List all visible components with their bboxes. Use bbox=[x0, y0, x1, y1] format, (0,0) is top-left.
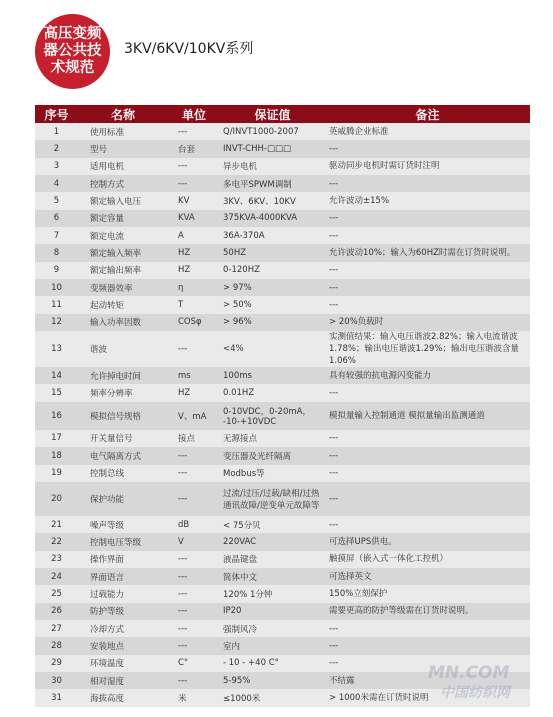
row-name: 起动转矩 bbox=[78, 296, 168, 313]
row-name: 模拟信号规格 bbox=[78, 402, 168, 430]
row-unit: KVA bbox=[168, 210, 220, 227]
row-value: - 10 - +40 C° bbox=[220, 655, 325, 672]
row-value: 简体中文 bbox=[220, 568, 325, 585]
table-row bbox=[35, 482, 530, 516]
row-note: 允许波动10%；输入为60HZ时需在订货时说明。 bbox=[325, 244, 530, 261]
row-index: 26 bbox=[35, 603, 78, 620]
row-name: 额定输出频率 bbox=[78, 262, 168, 279]
header-value: 保证值 bbox=[220, 105, 325, 123]
table-row bbox=[35, 620, 530, 637]
row-index: 12 bbox=[35, 314, 78, 331]
row-unit: --- bbox=[168, 465, 220, 482]
row-name: 额定容量 bbox=[78, 210, 168, 227]
row-value: > 50% bbox=[220, 296, 325, 313]
row-unit: --- bbox=[168, 603, 220, 620]
row-name: 变频器效率 bbox=[78, 279, 168, 296]
row-name: 使用标准 bbox=[78, 123, 168, 140]
row-unit: 接点 bbox=[168, 430, 220, 447]
row-note: --- bbox=[325, 465, 530, 482]
table-row bbox=[35, 192, 530, 209]
row-index: 1 bbox=[35, 123, 78, 140]
row-value: 120% 1分钟 bbox=[220, 585, 325, 602]
row-unit: --- bbox=[168, 331, 220, 367]
row-value: 异步电机 bbox=[220, 158, 325, 175]
row-value: 50HZ bbox=[220, 244, 325, 261]
row-note: 实测值结果：输入电压谐波2.82%；输入电流谐波 1.78%；输出电压谐波1.29%；输出电压谐波含量1.06% bbox=[325, 331, 530, 367]
row-unit: --- bbox=[168, 620, 220, 637]
header-name: 名称 bbox=[78, 105, 168, 123]
row-index: 8 bbox=[35, 244, 78, 261]
row-note: > 20%负载时 bbox=[325, 314, 530, 331]
row-name: 允许掉电时间 bbox=[78, 367, 168, 384]
row-note: --- bbox=[325, 482, 530, 516]
row-note: --- bbox=[325, 516, 530, 533]
row-unit: --- bbox=[168, 175, 220, 192]
row-name: 控制总线 bbox=[78, 465, 168, 482]
row-name: 海拔高度 bbox=[78, 689, 168, 706]
row-name: 安装地点 bbox=[78, 637, 168, 654]
row-index: 16 bbox=[35, 402, 78, 430]
row-unit: dB bbox=[168, 516, 220, 533]
row-unit: η bbox=[168, 279, 220, 296]
table-row bbox=[35, 314, 530, 331]
row-note: --- bbox=[325, 140, 530, 157]
row-unit: 米 bbox=[168, 689, 220, 706]
row-index: 23 bbox=[35, 551, 78, 568]
row-value: 强制风冷 bbox=[220, 620, 325, 637]
watermark-text-cn: 中国纺织网 bbox=[440, 685, 510, 701]
table-row bbox=[35, 279, 530, 296]
row-note: --- bbox=[325, 384, 530, 401]
table-row bbox=[35, 533, 530, 550]
title-badge bbox=[35, 14, 110, 89]
row-unit: --- bbox=[168, 158, 220, 175]
row-unit: T bbox=[168, 296, 220, 313]
row-note: 模拟量输入控制通道 模拟量输出监测通道 bbox=[325, 402, 530, 430]
row-unit: HZ bbox=[168, 384, 220, 401]
row-unit: --- bbox=[168, 482, 220, 516]
row-index: 21 bbox=[35, 516, 78, 533]
row-note: 需要更高的防护等级需在订货时说明。 bbox=[325, 603, 530, 620]
row-unit: HZ bbox=[168, 244, 220, 261]
row-note: 可选择UPS供电。 bbox=[325, 533, 530, 550]
row-unit: ms bbox=[168, 367, 220, 384]
row-index: 19 bbox=[35, 465, 78, 482]
table-row bbox=[35, 637, 530, 654]
table-row bbox=[35, 175, 530, 192]
table-row bbox=[35, 516, 530, 533]
table-row bbox=[35, 585, 530, 602]
row-unit: COSφ bbox=[168, 314, 220, 331]
row-unit: V bbox=[168, 533, 220, 550]
row-note: 英威腾企业标准 bbox=[325, 123, 530, 140]
row-unit: --- bbox=[168, 447, 220, 464]
row-index: 4 bbox=[35, 175, 78, 192]
row-name: 界面语言 bbox=[78, 568, 168, 585]
row-note: --- bbox=[325, 430, 530, 447]
table-row bbox=[35, 331, 530, 367]
row-name: 噪声等级 bbox=[78, 516, 168, 533]
row-index: 22 bbox=[35, 533, 78, 550]
table-row bbox=[35, 140, 530, 157]
row-note: 150%立刻保护 bbox=[325, 585, 530, 602]
row-value: 0-120HZ bbox=[220, 262, 325, 279]
row-note: --- bbox=[325, 296, 530, 313]
table-row bbox=[35, 123, 530, 140]
table-row bbox=[35, 384, 530, 401]
row-index: 7 bbox=[35, 227, 78, 244]
row-note: --- bbox=[325, 620, 530, 637]
table-row bbox=[35, 551, 530, 568]
row-note: 驱动同步电机时需订货时注明 bbox=[325, 158, 530, 175]
row-value: 375KVA-4000KVA bbox=[220, 210, 325, 227]
row-index: 15 bbox=[35, 384, 78, 401]
row-note: 触摸屏（嵌入式一体化工控机） bbox=[325, 551, 530, 568]
row-index: 29 bbox=[35, 655, 78, 672]
row-name: 防护等级 bbox=[78, 603, 168, 620]
row-value: 220VAC bbox=[220, 533, 325, 550]
row-value: INVT-CHH-□□□ bbox=[220, 140, 325, 157]
row-note: --- bbox=[325, 227, 530, 244]
row-index: 2 bbox=[35, 140, 78, 157]
row-note: 可选择英文 bbox=[325, 568, 530, 585]
row-index: 18 bbox=[35, 447, 78, 464]
row-name: 操作界面 bbox=[78, 551, 168, 568]
row-value: 室内 bbox=[220, 637, 325, 654]
row-index: 25 bbox=[35, 585, 78, 602]
row-index: 31 bbox=[35, 689, 78, 706]
row-note: --- bbox=[325, 262, 530, 279]
row-index: 5 bbox=[35, 192, 78, 209]
row-index: 17 bbox=[35, 430, 78, 447]
row-unit: V、mA bbox=[168, 402, 220, 430]
header-index: 序号 bbox=[35, 105, 78, 123]
row-note: 具有较强的抗电源闪变能力 bbox=[325, 367, 530, 384]
row-note: 允许波动±15% bbox=[325, 192, 530, 209]
table-row bbox=[35, 402, 530, 430]
row-name: 型号 bbox=[78, 140, 168, 157]
row-name: 电气隔离方式 bbox=[78, 447, 168, 464]
row-value: <4% bbox=[220, 331, 325, 367]
table-row bbox=[35, 603, 530, 620]
row-unit: A bbox=[168, 227, 220, 244]
row-unit: C° bbox=[168, 655, 220, 672]
row-note: --- bbox=[325, 655, 530, 672]
row-name: 额定电流 bbox=[78, 227, 168, 244]
row-name: 环境温度 bbox=[78, 655, 168, 672]
row-index: 30 bbox=[35, 672, 78, 689]
row-value: 无源接点 bbox=[220, 430, 325, 447]
row-unit: --- bbox=[168, 568, 220, 585]
row-note: --- bbox=[325, 210, 530, 227]
row-unit: --- bbox=[168, 585, 220, 602]
table-row bbox=[35, 568, 530, 585]
row-index: 24 bbox=[35, 568, 78, 585]
badge-line-1: 高压变频 bbox=[43, 26, 102, 42]
row-unit: 台套 bbox=[168, 140, 220, 157]
table-row bbox=[35, 296, 530, 313]
row-value: < 75分贝 bbox=[220, 516, 325, 533]
table-row bbox=[35, 430, 530, 447]
row-name: 额定输入电压 bbox=[78, 192, 168, 209]
row-note: --- bbox=[325, 279, 530, 296]
row-index: 27 bbox=[35, 620, 78, 637]
row-index: 11 bbox=[35, 296, 78, 313]
row-value: 3KV、6KV、10KV bbox=[220, 192, 325, 209]
row-value: Q/INVT1000-2007 bbox=[220, 123, 325, 140]
row-value: 5-95% bbox=[220, 672, 325, 689]
header-note: 备注 bbox=[325, 105, 530, 123]
row-value: Modbus等 bbox=[220, 465, 325, 482]
row-name: 控制电压等级 bbox=[78, 533, 168, 550]
row-index: 10 bbox=[35, 279, 78, 296]
row-index: 28 bbox=[35, 637, 78, 654]
table-row bbox=[35, 367, 530, 384]
row-value: 0-10VDC，0-20mA， -10-+10VDC bbox=[220, 402, 325, 430]
row-unit: --- bbox=[168, 551, 220, 568]
row-note: 不结露 bbox=[325, 672, 530, 689]
table-row bbox=[35, 262, 530, 279]
row-value: > 96% bbox=[220, 314, 325, 331]
row-value: > 97% bbox=[220, 279, 325, 296]
row-name: 过载能力 bbox=[78, 585, 168, 602]
row-unit: HZ bbox=[168, 262, 220, 279]
row-name: 频率分辨率 bbox=[78, 384, 168, 401]
table-row bbox=[35, 465, 530, 482]
series-title: 3KV/6KV/10KV系列 bbox=[124, 41, 254, 57]
row-name: 谐波 bbox=[78, 331, 168, 367]
table-row bbox=[35, 158, 530, 175]
row-note: > 1000米需在订货时说明 bbox=[325, 689, 530, 706]
row-value: 过流/过压/过载/缺相/过热 通讯故障/逆变单元故障等 bbox=[220, 482, 325, 516]
row-index: 13 bbox=[35, 331, 78, 367]
watermark-text: MN.COM bbox=[428, 663, 510, 683]
row-note: --- bbox=[325, 175, 530, 192]
row-value: 液晶键盘 bbox=[220, 551, 325, 568]
row-unit: KV bbox=[168, 192, 220, 209]
row-index: 6 bbox=[35, 210, 78, 227]
row-note: --- bbox=[325, 447, 530, 464]
row-unit: --- bbox=[168, 637, 220, 654]
table-header-row bbox=[35, 105, 530, 123]
row-index: 3 bbox=[35, 158, 78, 175]
row-name: 冷却方式 bbox=[78, 620, 168, 637]
row-value: 100ms bbox=[220, 367, 325, 384]
badge-line-2: 器公共技 bbox=[43, 43, 102, 59]
badge-line-3: 术规范 bbox=[50, 60, 95, 76]
row-value: IP20 bbox=[220, 603, 325, 620]
table-row bbox=[35, 244, 530, 261]
row-index: 14 bbox=[35, 367, 78, 384]
row-name: 额定输入频率 bbox=[78, 244, 168, 261]
table-row bbox=[35, 227, 530, 244]
row-name: 保护功能 bbox=[78, 482, 168, 516]
row-index: 9 bbox=[35, 262, 78, 279]
row-unit: --- bbox=[168, 123, 220, 140]
row-name: 相对湿度 bbox=[78, 672, 168, 689]
row-name: 输入功率因数 bbox=[78, 314, 168, 331]
row-value: 0.01HZ bbox=[220, 384, 325, 401]
row-value: 多电平SPWM调制 bbox=[220, 175, 325, 192]
table-row bbox=[35, 447, 530, 464]
row-value: 36A-370A bbox=[220, 227, 325, 244]
row-unit: --- bbox=[168, 672, 220, 689]
row-name: 开关量信号 bbox=[78, 430, 168, 447]
table-row bbox=[35, 210, 530, 227]
row-value: ≤1000米 bbox=[220, 689, 325, 706]
row-value: 变压器及光纤隔离 bbox=[220, 447, 325, 464]
spec-table bbox=[35, 105, 530, 707]
row-index: 20 bbox=[35, 482, 78, 516]
row-name: 控制方式 bbox=[78, 175, 168, 192]
row-note: --- bbox=[325, 637, 530, 654]
header-unit: 单位 bbox=[168, 105, 220, 123]
row-name: 适用电机 bbox=[78, 158, 168, 175]
